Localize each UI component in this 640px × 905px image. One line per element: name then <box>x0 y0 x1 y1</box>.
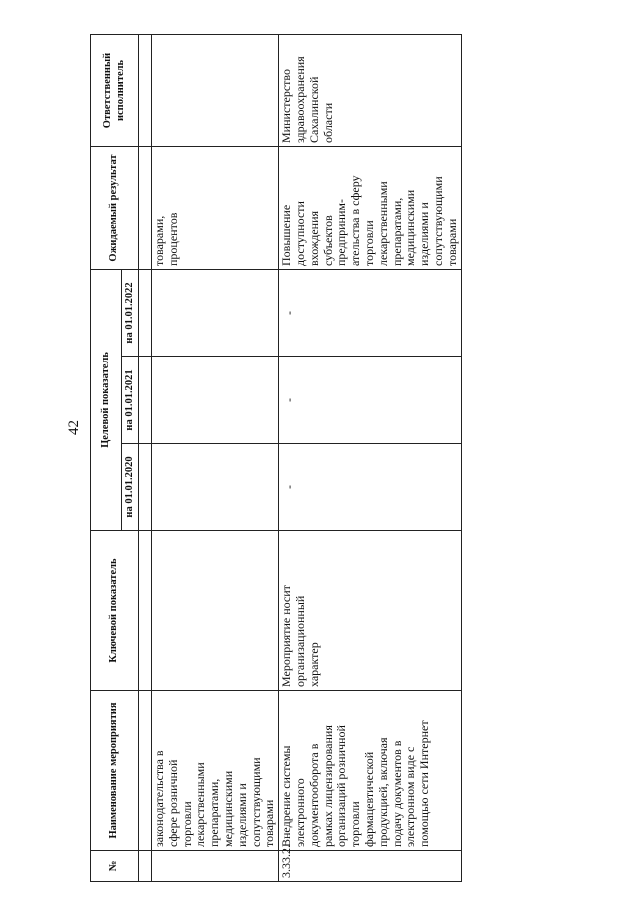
header-date-2020: на 01.01.2020 <box>122 444 139 531</box>
cell-2020: - <box>279 444 461 531</box>
header-target-indicator: Целевой показатель <box>91 269 122 530</box>
header-name: Наименование мероприятия <box>91 691 139 851</box>
cell-2021: - <box>279 357 461 444</box>
cell-key-indicator: Мероприятие носит организационный характер <box>279 531 461 691</box>
cell-key-indicator <box>152 531 279 691</box>
cell-num <box>152 851 279 882</box>
header-date-2022: на 01.01.2022 <box>122 269 139 356</box>
header-expected-result: Ожидаемый результат <box>91 146 139 269</box>
header-date-2021: на 01.01.2021 <box>122 357 139 444</box>
rotated-table-container <box>90 35 459 882</box>
table-row <box>279 34 461 881</box>
cell-name: законодательства в сфере розничной торговли лекарственными препаратами, медицинскими изделиями и сопутствующими товарами <box>152 691 279 851</box>
cell-responsible: Министерство здравоохранения Сахалинской области <box>279 34 461 146</box>
cell-responsible <box>152 34 279 146</box>
cell-2020 <box>152 444 279 531</box>
measures-table <box>90 34 462 882</box>
cell-2022 <box>152 269 279 356</box>
cell-expected-result: товарами, процентов <box>152 146 279 269</box>
cell-2022: - <box>279 269 461 356</box>
header-key-indicator: Ключевой показатель <box>91 531 139 691</box>
cell-expected-result: Повышение доступности вхождения субъектов предприним- ательства в сферу торговли лекарственными препаратами, медицинскими изделиями и сопутствующими товарами <box>279 146 461 269</box>
header-num: № <box>91 851 139 882</box>
page-number: 42 <box>66 420 82 435</box>
cell-num: 3.33.2. <box>279 851 461 882</box>
table-row <box>152 34 279 881</box>
spacer-row <box>139 34 152 881</box>
cell-2021 <box>152 357 279 444</box>
cell-name: Внедрение системы электронного документооборота в рамках лицензирования организаций розничной торговли фармацевтической продукцией, включая подачу документов в электронном виде с помощью сети Интернет <box>279 691 461 851</box>
header-responsible: Ответственный исполнитель <box>91 34 139 146</box>
